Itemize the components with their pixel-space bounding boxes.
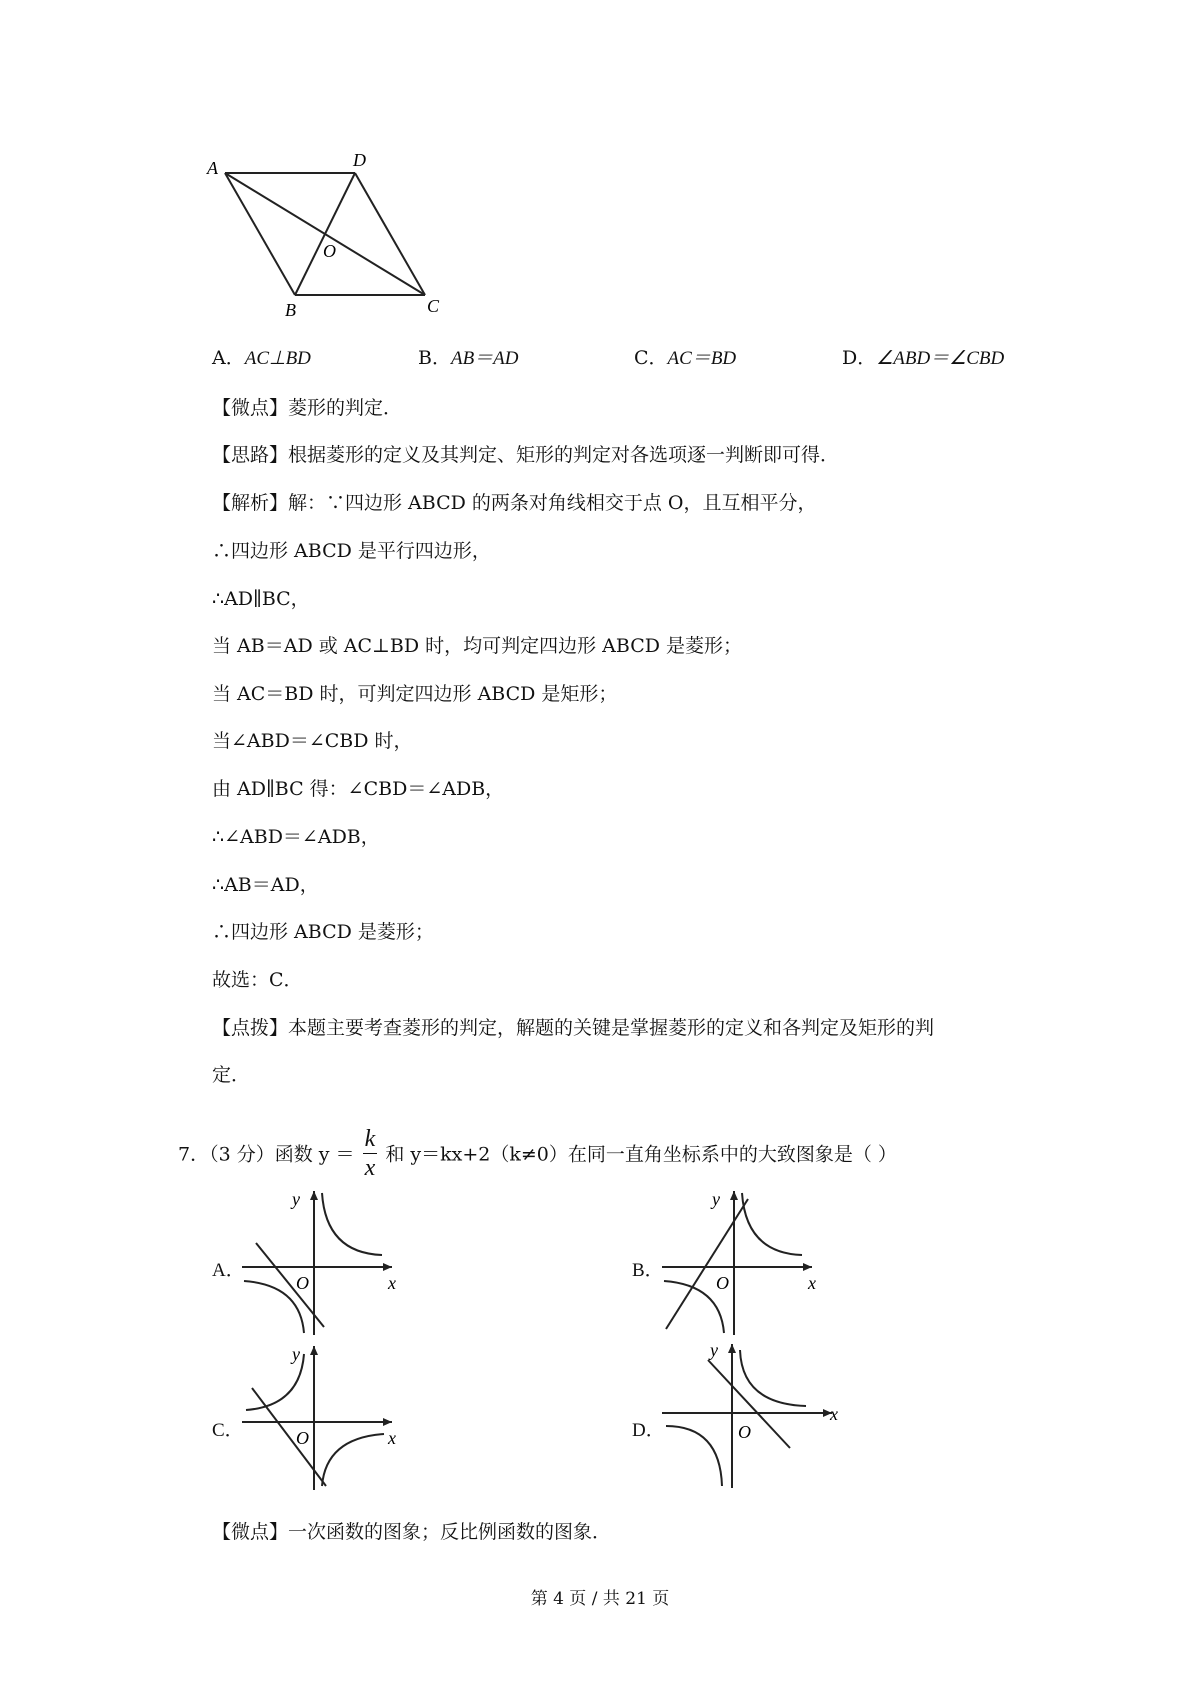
q7-option-b-label: B． [632, 1260, 664, 1281]
q7-weidian: 【微点】一次函数的图象；反比例函数的图象． [212, 1521, 612, 1543]
q6-jiexi-line: 当∠ABD＝∠CBD 时， [212, 730, 413, 752]
q6-jiexi-line: 【解析】解：∵四边形 ABCD 的两条对角线相交于点 O，且互相平分， [212, 492, 817, 514]
q7-option-c-label: C． [212, 1420, 244, 1441]
fraction-numerator: k [364, 1126, 376, 1152]
q7-option-a-label: A． [212, 1260, 245, 1281]
fraction-denominator: x [364, 1155, 376, 1181]
vertex-label-a: A [207, 158, 218, 178]
axis-label-y: y [292, 1344, 300, 1364]
q6-dianbo-line-2: 定． [212, 1064, 251, 1086]
axis-label-y: y [292, 1189, 300, 1209]
origin-label: O [296, 1428, 309, 1448]
q6-jiexi-line: 故选：C． [212, 969, 303, 991]
q6-option-d: D．∠ABD＝∠CBD [842, 347, 1005, 369]
q6-jiexi-line: ∴AD∥BC， [212, 588, 310, 610]
rhombus-figure [205, 150, 445, 320]
q7-option-d-label: D． [632, 1420, 665, 1441]
vertex-label-b: B [285, 300, 296, 320]
q7-graph-d [662, 1340, 842, 1490]
q6-jiexi-line: ∴四边形 ABCD 是平行四边形， [212, 540, 491, 562]
q6-option-b: B．AB＝AD [418, 347, 519, 369]
q6-jiexi-line: 当 AC＝BD 时，可判定四边形 ABCD 是矩形； [212, 683, 618, 705]
axis-label-y: y [710, 1340, 718, 1360]
axis-label-y: y [712, 1189, 720, 1209]
q6-jiexi-line: ∴四边形 ABCD 是菱形； [212, 921, 434, 943]
q7-equals: ＝ [335, 1143, 355, 1166]
q6-weidian: 【微点】菱形的判定． [212, 397, 403, 419]
page-footer: 第 4 页 / 共 21 页 [530, 1589, 670, 1609]
vertex-label-o: O [323, 241, 336, 261]
q6-option-c: C．AC＝BD [634, 347, 737, 369]
axis-label-x: x [830, 1404, 838, 1424]
q6-jiexi-line: 当 AB＝AD 或 AC⊥BD 时，均可判定四边形 ABCD 是菱形； [212, 635, 743, 657]
q7-number: 7．（3 分）函数 y [178, 1143, 330, 1166]
q6-option-a: A．AC⊥BD [212, 347, 311, 369]
q7-graph-c [242, 1340, 402, 1490]
origin-label: O [296, 1273, 309, 1293]
q6-jiexi-line: 由 AD∥BC 得：∠CBD＝∠ADB， [212, 778, 505, 800]
axis-label-x: x [388, 1428, 396, 1448]
origin-label: O [738, 1422, 751, 1442]
axis-label-x: x [808, 1273, 816, 1293]
q6-dianbo-line-1: 【点拨】本题主要考查菱形的判定，解题的关键是掌握菱形的定义和各判定及矩形的判 [212, 1017, 935, 1039]
q7-graph-a [242, 1185, 402, 1335]
q6-jiexi-line: ∴∠ABD＝∠ADB， [212, 826, 380, 848]
origin-label: O [716, 1273, 729, 1293]
q7-stem [178, 1127, 897, 1184]
vertex-label-c: C [427, 296, 440, 316]
q7-rest: 和 y＝kx+2（k≠0）在同一直角坐标系中的大致图象是（ ） [385, 1143, 897, 1166]
vertex-label-d: D [353, 150, 366, 170]
axis-label-x: x [388, 1273, 396, 1293]
q7-graph-b [662, 1185, 822, 1335]
q6-silu: 【思路】根据菱形的定义及其判定、矩形的判定对各选项逐一判断即可得． [212, 444, 840, 466]
q6-jiexi-line: ∴AB＝AD， [212, 874, 319, 896]
q7-fraction [363, 1125, 378, 1182]
